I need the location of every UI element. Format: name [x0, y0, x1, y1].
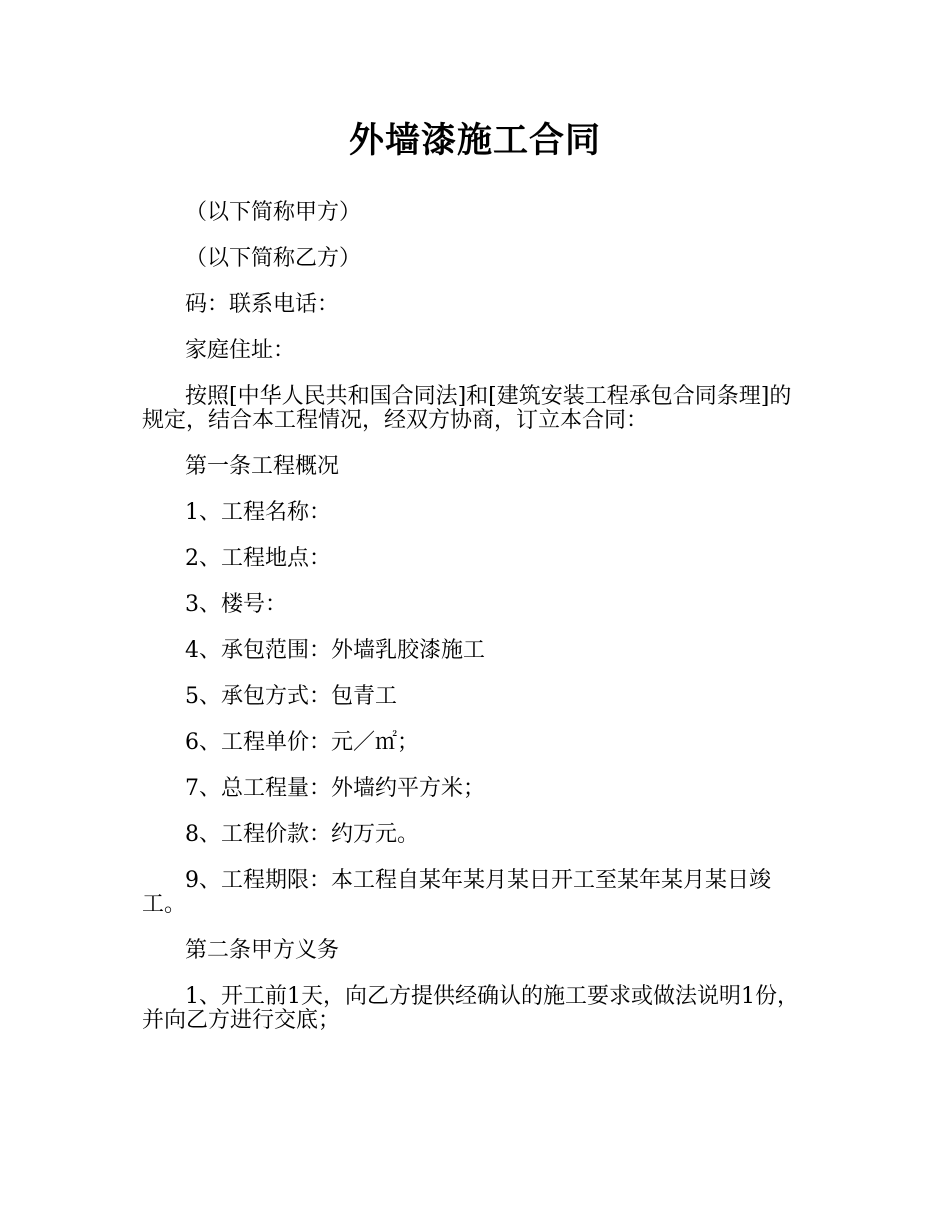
document-body	[142, 201, 802, 1055]
paragraph-preamble: 按照[中华人民共和国合同法]和[建筑安装工程承包合同条理]的规定，结合本工程情况，经双方协商，订立本合同：	[142, 384, 792, 433]
list-item: 5、承包方式：包青工	[185, 684, 397, 709]
paragraph-contact-phone: 码：联系电话：	[185, 292, 340, 317]
list-item: 8、工程价款：约万元。	[185, 822, 419, 847]
list-item: 6、工程单价：元／㎡；	[185, 730, 419, 755]
document-title: 外墙漆施工合同	[348, 121, 601, 161]
paragraph-home-address: 家庭住址：	[185, 338, 296, 363]
list-item: 9、工程期限：本工程自某年某月某日开工至某年某月某日竣工。	[142, 868, 771, 917]
list-item: 2、工程地点：	[185, 546, 331, 571]
section-heading-1: 第一条工程概况	[185, 454, 340, 479]
list-item: 4、承包范围：外墙乳胶漆施工	[185, 638, 485, 663]
list-item: 7、总工程量：外墙约平方米；	[185, 776, 485, 801]
section-heading-2: 第二条甲方义务	[185, 938, 340, 963]
list-item: 1、开工前1天，向乙方提供经确认的施工要求或做法说明1份，并向乙方进行交底；	[142, 984, 799, 1033]
paragraph-party-b: （以下简称乙方）	[185, 246, 362, 271]
list-item: 1、工程名称：	[185, 500, 331, 525]
paragraph-party-a: （以下简称甲方）	[185, 200, 362, 225]
list-item: 3、楼号：	[185, 592, 287, 617]
